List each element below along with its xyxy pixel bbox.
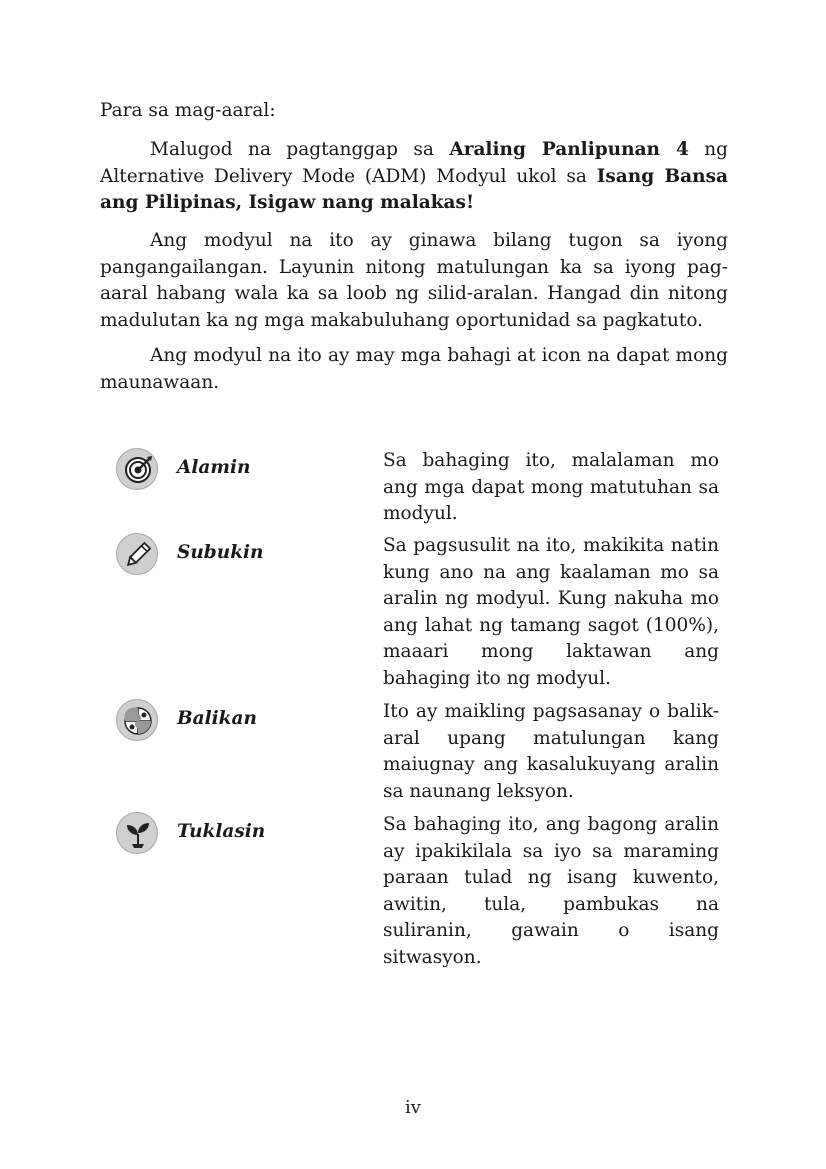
pencil-icon <box>116 533 158 575</box>
page-number: iv <box>405 1097 421 1118</box>
welcome-paragraph: Malugod na pagtanggap sa Araling Panlipunan 4 ng Alternative Delivery Mode (ADM) Modyul ukol sa Isang Bansa ang Pilipinas, Isigaw nang malakas! <box>100 139 728 213</box>
section-label: Alamin <box>177 457 251 478</box>
section-description: Sa bahaging ito, ang bagong aralin ay ipakikilala sa iyo sa maraming paraan tulad ng isang kuwento, awitin, tula, pambukas na suliranin, gawain o isang sitwasyon. <box>383 814 719 968</box>
module-title: Isang Bansa ang Pilipinas, Isigaw nang malakas! <box>100 165 728 213</box>
puzzle-icon <box>116 699 158 741</box>
section-label: Balikan <box>177 708 257 729</box>
purpose-paragraph: Ang modyul na ito ay ginawa bilang tugon sa iyong pangangailangan. Layunin nitong matulungan ka sa iyong pag-aaral habang wala ka sa loob ng silid-aralan. Hangad din nitong madulutan ka ng mga makabuluhang oportunidad sa pagkatuto. <box>100 230 728 331</box>
parts-intro-paragraph: Ang modyul na ito ay may mga bahagi at icon na dapat mong maunawaan. <box>100 345 728 393</box>
section-label: Tuklasin <box>177 821 266 842</box>
target-icon <box>116 448 158 490</box>
section-description: Sa pagsusulit na ito, makikita natin kung ano na ang kaalaman mo sa aralin ng modyul. Kung nakuha mo ang lahat ng tamang sagot (100%), maaari mong laktawan ang bahaging ito ng modyul. <box>383 535 719 689</box>
section-description: Ito ay maikling pagsasanay o balik-aral upang matulungan kang maiugnay ang kasalukuyang aralin sa naunang leksyon. <box>383 701 719 802</box>
sprout-icon <box>116 812 158 854</box>
section-description: Sa bahaging ito, malalaman mo ang mga dapat mong matutuhan sa modyul. <box>383 450 719 524</box>
section-label: Subukin <box>177 542 264 563</box>
greeting: Para sa mag-aaral: <box>100 100 276 121</box>
subject-title: Araling Panlipunan 4 <box>449 139 689 160</box>
